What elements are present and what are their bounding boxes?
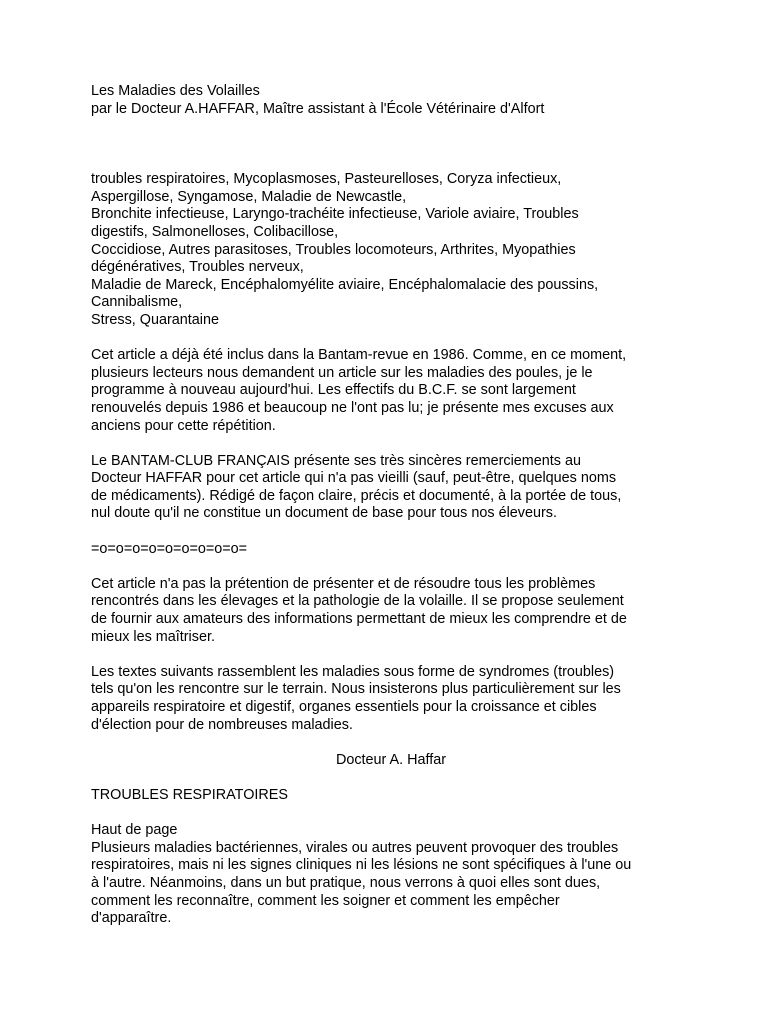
- paragraph-line: plusieurs lecteurs nous demandent un article sur les maladies des poules, je le: [91, 364, 593, 381]
- toc-line: Maladie de Mareck, Encéphalomyélite aviaire, Encéphalomalacie des poussins,: [91, 276, 599, 293]
- paragraph-line: d'élection pour de nombreuses maladies.: [91, 716, 353, 733]
- toc-line: troubles respiratoires, Mycoplasmoses, Pasteurelloses, Coryza infectieux,: [91, 171, 562, 188]
- document-byline: par le Docteur A.HAFFAR, Maître assistant à l'École Vétérinaire d'Alfort: [91, 100, 545, 117]
- toc-line: digestifs, Salmonelloses, Colibacillose,: [91, 223, 339, 240]
- separator: =o=o=o=o=o=o=o=o=o=: [91, 540, 248, 557]
- paragraph-line: anciens pour cette répétition.: [91, 417, 276, 434]
- document-title: Les Maladies des Volailles: [91, 83, 260, 99]
- paragraph-line: respiratoires, mais ni les signes cliniques ni les lésions ne sont spécifiques à l'une ou: [91, 857, 632, 874]
- paragraph-line: de fournir aux amateurs des informations permettant de mieux les comprendre et de: [91, 611, 627, 628]
- back-to-top-link[interactable]: Haut de page: [91, 822, 178, 839]
- paragraph-purpose: [91, 576, 691, 646]
- toc-line: dégénératives, Troubles nerveux,: [91, 259, 304, 276]
- paragraph-line: Le BANTAM-CLUB FRANÇAIS présente ses très sincères remerciements au: [91, 452, 581, 469]
- paragraph-line: programme à nouveau aujourd'hui. Les effectifs du B.C.F. se sont largement: [91, 382, 576, 399]
- toc-line: Aspergillose, Syngamose, Maladie de Newcastle,: [91, 188, 407, 205]
- paragraph-line: appareils respiratoire et digestif, organes essentiels pour la croissance et cibles: [91, 699, 597, 715]
- paragraph-intro: [91, 347, 691, 435]
- paragraph-line: renouvelés depuis 1986 et beaucoup ne l'ont pas lu; je présente mes excuses aux: [91, 399, 614, 416]
- paragraph-line: tels qu'on les rencontre sur le terrain. Nous insisterons plus particulièrement sur les: [91, 681, 621, 698]
- paragraph-line: de médicaments). Rédigé de façon claire, précis et documenté, à la portée de tous,: [91, 487, 622, 504]
- paragraph-line: Cet article n'a pas la prétention de présenter et de résoudre tous les problèmes: [91, 575, 596, 592]
- toc-line: Coccidiose, Autres parasitoses, Troubles locomoteurs, Arthrites, Myopathies: [91, 241, 576, 258]
- paragraph-line: nul doute qu'il ne constitue un document de base pour tous nos éleveurs.: [91, 505, 557, 522]
- paragraph-line: Plusieurs maladies bactériennes, virales ou autres peuvent provoquer des troubles: [91, 839, 619, 856]
- paragraph-line: rencontrés dans les élevages et la pathologie de la volaille. Il se propose seulement: [91, 593, 624, 610]
- paragraph-respiratory: [91, 840, 691, 928]
- paragraph-line: comment les reconnaître, comment les soigner et comment les empêcher: [91, 892, 560, 909]
- paragraph-line: mieux les maîtriser.: [91, 628, 215, 645]
- paragraph-line: Docteur HAFFAR pour cet article qui n'a pas vieilli (sauf, peut-être, quelques noms: [91, 470, 617, 487]
- toc-line: Cannibalisme,: [91, 294, 183, 311]
- paragraph-line: à l'autre. Néanmoins, dans un but pratique, nous verrons à quoi elles sont dues,: [91, 874, 601, 891]
- paragraph-line: Cet article a déjà été inclus dans la Bantam-revue en 1986. Comme, en ce moment,: [91, 347, 627, 364]
- toc-line: Bronchite infectieuse, Laryngo-trachéite infectieuse, Variole aviaire, Troubles: [91, 206, 579, 223]
- paragraph-thanks: [91, 453, 691, 523]
- table-of-contents: [91, 171, 691, 329]
- signature: Docteur A. Haffar: [335, 751, 447, 768]
- document-page: [91, 83, 691, 928]
- paragraph-syndromes: [91, 664, 691, 734]
- toc-line: Stress, Quarantaine: [91, 311, 219, 328]
- paragraph-line: Les textes suivants rassemblent les maladies sous forme de syndromes (troubles): [91, 663, 615, 680]
- spacer: [91, 118, 691, 171]
- section-heading: TROUBLES RESPIRATOIRES: [91, 786, 288, 803]
- paragraph-line: d'apparaître.: [91, 910, 172, 927]
